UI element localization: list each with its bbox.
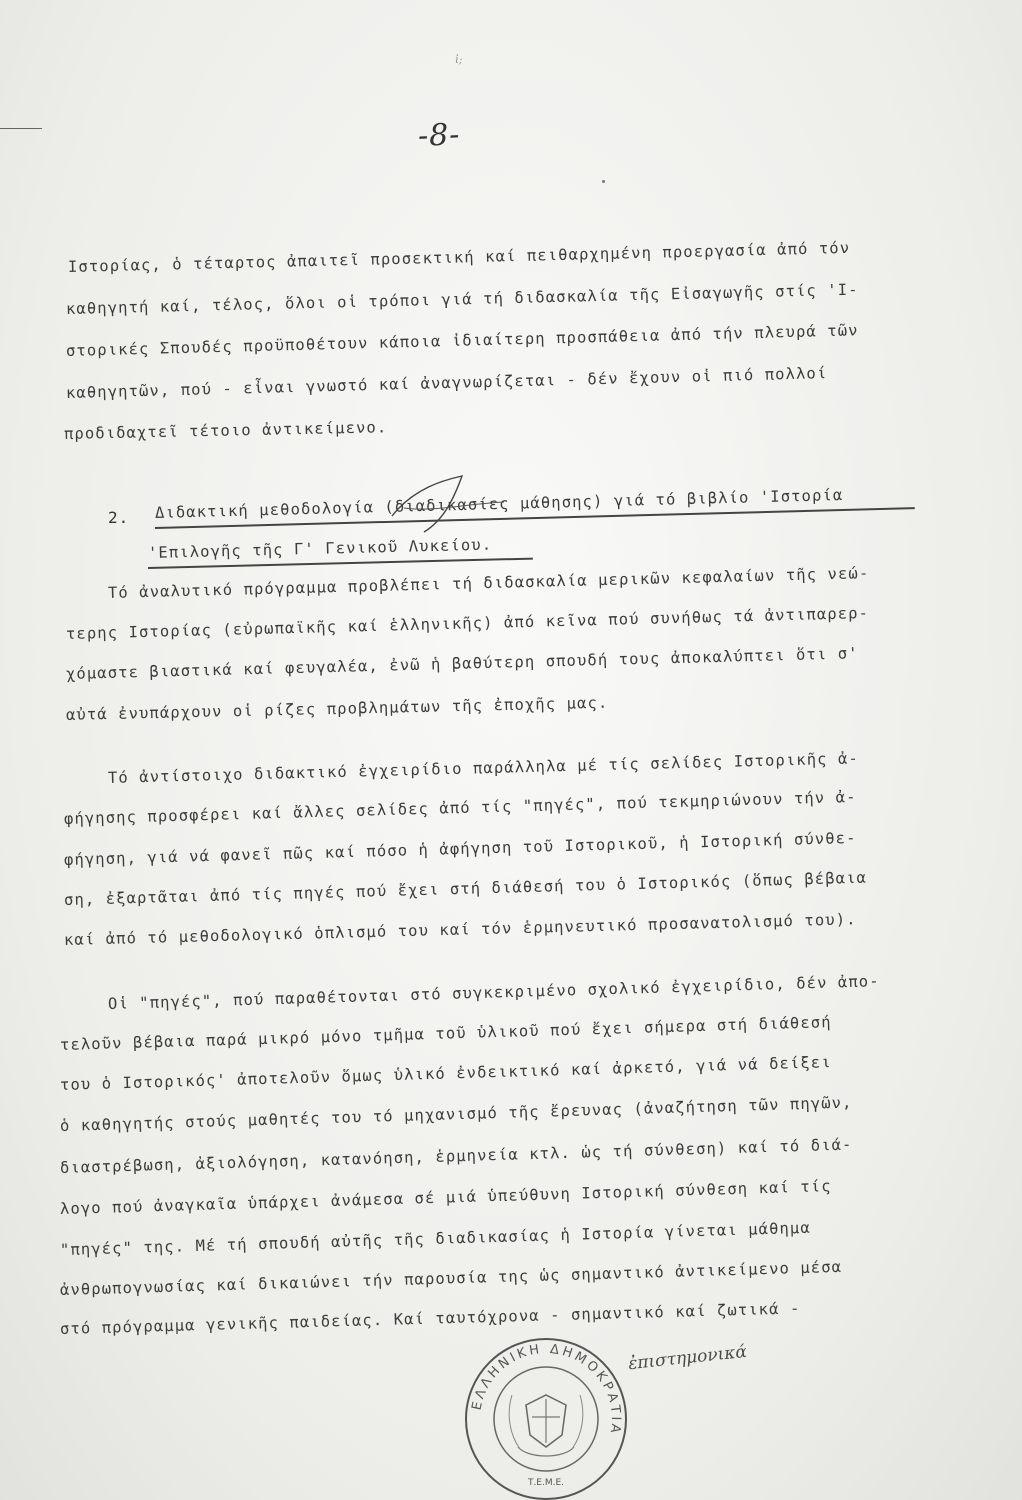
p3-line-1: Τό ἀντίστοιχο διδακτικό ἐγχειρίδιο παράλληλα μέ τίς σελίδες Ιστορικῆς ἀ- — [107, 749, 860, 787]
p4-line-1: Οἱ "πηγές", πού παραθέτονται στό συγκεκριμένο σχολικό ἐγχειρίδιο, δέν ἀπο- — [107, 972, 880, 1013]
p1-line-2: καθηγητή καί, τέλος, ὅλοι οἱ τρόποι γιά τή διδασκαλία τῆς Εἰσαγωγῆς στίς 'Ι- — [65, 280, 859, 318]
p2-line-3: χόμαστε βιαστικά καί φευγαλέα, ἐνῶ ἡ βαθύτερη σπουδή τους ἀποκαλύπτει ὅτι σ' — [65, 644, 859, 683]
p4-line-3: του ὁ Ιστορικός' ἀποτελοῦν ὅμως ὑλικό ἐνδεικτικό καί ἀρκετό, γιά νά δείξει — [59, 1053, 832, 1094]
edge-mark — [0, 128, 42, 129]
speck-mark — [602, 180, 605, 183]
p4-line-5: διαστρέβωση, ἀξιολόγηση, κατανόηση, ἑρμηνεία κτλ. ὡς τή σύνθεση) καί τό διά- — [59, 1135, 853, 1177]
p1-line-1: Ιστορίας, ὁ τέταρτος ἀπαιτεῖ προσεκτική καί πειθαρχημένη προεργασία ἀπό τόν — [67, 238, 851, 276]
p3-line-4: ση, ἐξαρτᾶται ἀπό τίς πηγές πού ἔχει στή διάθεσή του ὁ Ιστορικός (ὅπως βέβαια — [63, 868, 868, 909]
seal-inner-text: Τ.Ε.Μ.Ε. — [527, 1478, 565, 1488]
p2-line-4: αὐτά ἐνυπάρχουν οἱ ρίζες προβλημάτων τῆς ἐποχῆς μας. — [65, 693, 609, 724]
section-number: 2. — [108, 508, 130, 527]
p4-line-6: λογο πού ἀναγκαῖα ὑπάρχει ἀνάμεσα σέ μιά ὑπεύθυνη Ιστορική σύνθεση καί τίς — [59, 1177, 832, 1218]
p3-line-2: φήγησης προσφέρει καί ἄλλες σελίδες ἀπό τίς "πηγές", πού τεκμηριώνουν τήν ἀ- — [63, 787, 857, 828]
p1-line-4: καθηγητῶν, πού - εἶναι γνωστό καί ἀναγνωρίζεται - δέν ἔχουν οἱ πιό πολλοί — [65, 364, 828, 402]
official-seal-icon — [462, 1335, 630, 1500]
p3-line-3: φήγηση, γιά νά φανεῖ πῶς καί πόσο ἡ ἀφήγηση τοῦ Ιστορικοῦ, ἡ Ιστορική σύνθε- — [63, 828, 857, 869]
section-title-line-1: Διδακτική μεθοδολογία (διαδικασίες μάθησης) γιά τό βιβλίο 'Ιστορία — [154, 485, 844, 522]
seal-text: ΕΛΛΗΝΙΚΗ ΔΗΜΟΚΡΑΤΙΑ — [469, 1341, 624, 1437]
p4-line-9: στό πρόγραμμα γενικῆς παιδείας. Καί ταυτόχρονα - σημαντικό καί ζωτικά - — [59, 1299, 801, 1338]
top-mark: ἰ; — [455, 55, 463, 66]
p1-line-3: στορικές Σπουδές προϋποθέτουν κάποια ἰδιαίτερη προσπάθεια ἀπό τήν πλευρά τῶν — [65, 321, 859, 360]
handwritten-correction-mark — [384, 468, 524, 538]
p2-line-1: Τό ἀναλυτικό πρόγραμμα προβλέπει τή διδασκαλία μερικῶν κεφαλαίων τῆς νεώ- — [107, 564, 870, 602]
p1-line-5: προδιδαχτεῖ τέτοιο ἀντικείμενο. — [63, 418, 388, 443]
p4-line-2: τελοῦν βέβαια παρά μικρό μόνο τμῆμα τοῦ ὑλικοῦ πού ἔχει σήμερα στή διάθεσή — [59, 1013, 832, 1054]
p4-line-8: ἀνθρωπογνωσίας καί δικαιώνει τήν παρουσία της ὡς σημαντικό ἀντικείμενο μέσα — [59, 1257, 843, 1299]
handwritten-note: ἐπιστημονικά — [627, 1341, 748, 1375]
p4-line-4: ὁ καθηγητής στούς μαθητές του τό μηχανισμό τῆς ἔρευνας (ἀναζήτηση τῶν πηγῶν, — [59, 1093, 853, 1135]
p2-line-2: τερης Ιστορίας (εὐρωπαϊκῆς καί ἑλληνικῆς) ἀπό κεῖνα πού συνήθως τά ἀντιπαρερ- — [65, 603, 870, 643]
page-number: -8- — [417, 117, 461, 154]
p3-line-5: καί ἀπό τό μεθοδολογικό ὁπλισμό του καί τόν ἑρμηνευτικό προσανατολισμό του). — [63, 910, 857, 949]
p4-line-7: "πηγές" της. Μέ τή σπουδή αὐτῆς τῆς διαδικασίας ἡ Ιστορία γίνεται μάθημα — [59, 1218, 812, 1259]
section-title-line-2: 'Επιλογῆς τῆς Γ' Γενικοῦ Λυκείου. — [147, 535, 493, 562]
